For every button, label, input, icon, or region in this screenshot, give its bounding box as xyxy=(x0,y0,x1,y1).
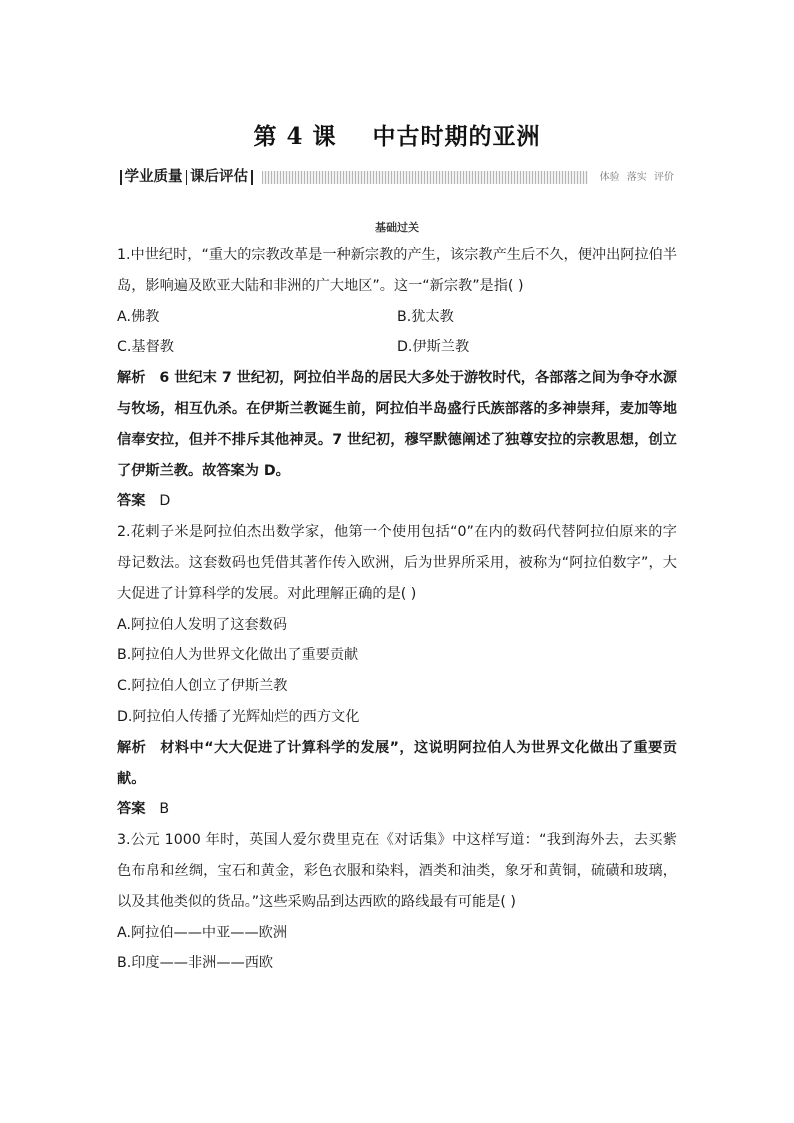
section-title: 基础过关 xyxy=(375,221,419,234)
option-c: C.基督教 xyxy=(117,339,174,356)
answer-value: D xyxy=(159,493,171,510)
option-b: B.犹太教 xyxy=(397,308,454,325)
option-d: D.阿拉伯人传播了光辉灿烂的西方文化 xyxy=(117,708,360,725)
option-d: D.伊斯兰教 xyxy=(397,339,470,356)
banner-tag: 落实 xyxy=(626,171,647,183)
question-stem: 1.中世纪时，“重大的宗教改革是一种新宗教的产生，该宗教产生后不久，便冲出阿拉伯半岛，影响遍及欧亚大陆和非洲的广大地区”。这一“新宗教”是指( ) xyxy=(117,247,678,294)
option-a: A.佛教 xyxy=(117,308,160,325)
banner-tag: 体验 xyxy=(599,171,620,183)
options-row xyxy=(117,332,677,363)
answer-value: B xyxy=(159,801,170,818)
page-title: 第 4 课 中古时期的亚洲 xyxy=(253,123,541,150)
option-a: A.阿拉伯——中亚——欧洲 xyxy=(117,924,288,941)
option-b: B.阿拉伯人为世界文化做出了重要贡献 xyxy=(117,647,359,664)
answer-label: 答案 xyxy=(117,493,146,510)
option-c: C.阿拉伯人创立了伊斯兰教 xyxy=(117,678,288,695)
section-banner xyxy=(117,167,677,187)
option-b: B.印度——非洲——西欧 xyxy=(117,955,274,972)
banner-label-quality: 学业质量 xyxy=(124,169,183,185)
option-a: A.阿拉伯人发明了这套数码 xyxy=(117,616,288,633)
question-stem: 3.公元 1000 年时，英国人爱尔费里克在《对话集》中这样写道：“我到海外去，去买紫色布帛和丝绸，宝石和黄金，彩色衣服和染料，酒类和油类，象牙和黄铜，硫磺和玻璃，以及其他类似的货品。”这些采购品到达西欧的路线最有可能是( ) xyxy=(117,832,677,910)
banner-divider xyxy=(251,170,253,185)
analysis-label: 解析 xyxy=(117,370,146,387)
banner-label-evaluation: 课后评估 xyxy=(190,169,248,185)
analysis xyxy=(117,733,677,795)
content xyxy=(117,218,677,979)
analysis-text: 材料中“大大促进了计算科学的发展”，这说明阿拉伯人为世界文化做出了重要贡献。 xyxy=(117,739,677,787)
analysis xyxy=(117,363,677,486)
analysis-text: 6 世纪末 7 世纪初，阿拉伯半岛的居民大多处于游牧时代，各部落之间为争夺水源与牧场，相互仇杀。在伊斯兰教诞生前，阿拉伯半岛盛行氏族部落的多神崇拜，麦加等地信奉安拉，但并不排斥其他神灵。7 世纪初，穆罕默德阐述了独尊安拉的宗教思想，创立了伊斯兰教。故答案为 D。 xyxy=(117,370,677,479)
question-stem: 2.花剌子米是阿拉伯杰出数学家，他第一个使用包括“0”在内的数码代替阿拉伯原来的字母记数法。这套数码也凭借其著作传入欧洲，后为世界所采用，被称为“阿拉伯数字”，大大促进了计算科学的发展。对此理解正确的是( ) xyxy=(117,524,677,602)
banner-divider xyxy=(120,170,122,185)
banner-hatch-bar xyxy=(262,171,678,184)
options-row xyxy=(117,302,677,333)
answer-label: 答案 xyxy=(117,801,146,818)
analysis-label: 解析 xyxy=(117,739,147,756)
banner-divider xyxy=(186,170,188,185)
banner-tag: 评价 xyxy=(654,171,674,183)
answer xyxy=(117,486,677,517)
answer xyxy=(117,794,677,825)
banner-tags xyxy=(588,171,677,184)
